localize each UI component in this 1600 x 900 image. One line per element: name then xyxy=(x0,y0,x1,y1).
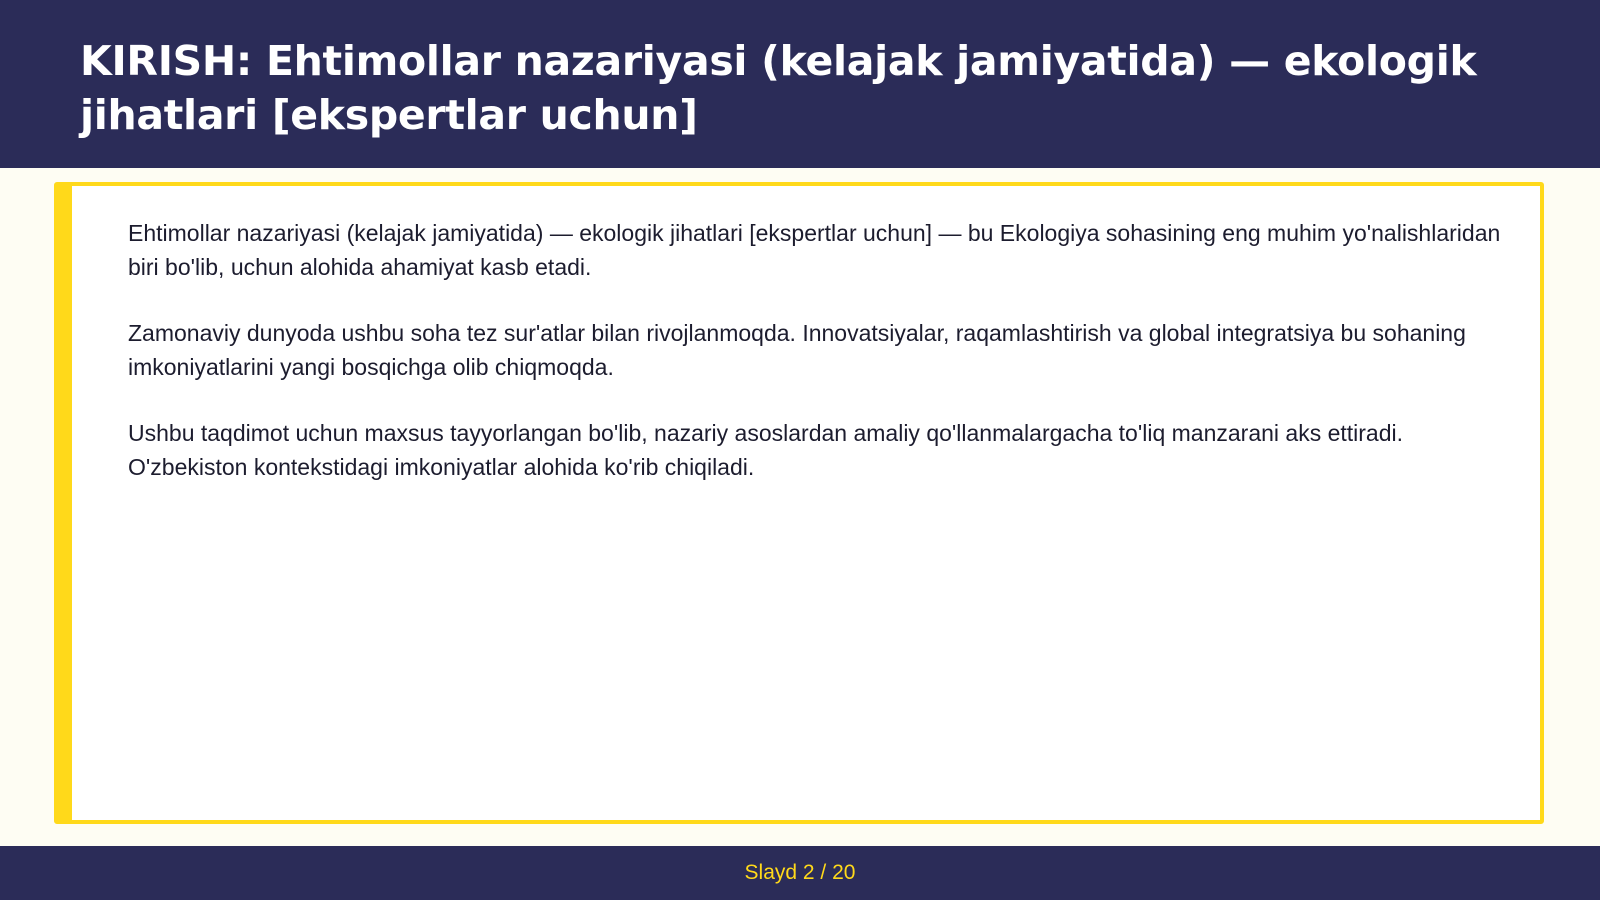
paragraph-2: Zamonaviy dunyoda ushbu soha tez sur'atlar bilan rivojlanmoqda. Innovatsiyalar, raqamlashtirish va global integratsiya bu sohaning imkoniyatlarini yangi bosqichga olib chiqmoqda. xyxy=(128,320,1466,380)
slide-title: KIRISH: Ehtimollar nazariyasi (kelajak jamiyatida) — ekologik jihatlari [ekspertlar uchun] xyxy=(80,37,1477,139)
body-text xyxy=(128,216,1508,516)
paragraph-1: Ehtimollar nazariyasi (kelajak jamiyatida) — ekologik jihatlari [ekspertlar uchun] — bu Ekologiya sohasining eng muhim yo'nalishlaridan biri bo'lib, uchun alohida ahamiyat kasb etadi. xyxy=(128,220,1501,280)
slide-header xyxy=(0,0,1600,168)
content-box xyxy=(54,182,1544,824)
slide-counter: Slayd 2 / 20 xyxy=(744,861,856,884)
slide-footer xyxy=(0,846,1600,900)
paragraph-3: Ushbu taqdimot uchun maxsus tayyorlangan bo'lib, nazariy asoslardan amaliy qo'llanmalargacha to'liq manzarani aks ettiradi. O'zbekiston kontekstidagi imkoniyatlar alohida ko'rib chiqiladi. xyxy=(128,420,1404,480)
